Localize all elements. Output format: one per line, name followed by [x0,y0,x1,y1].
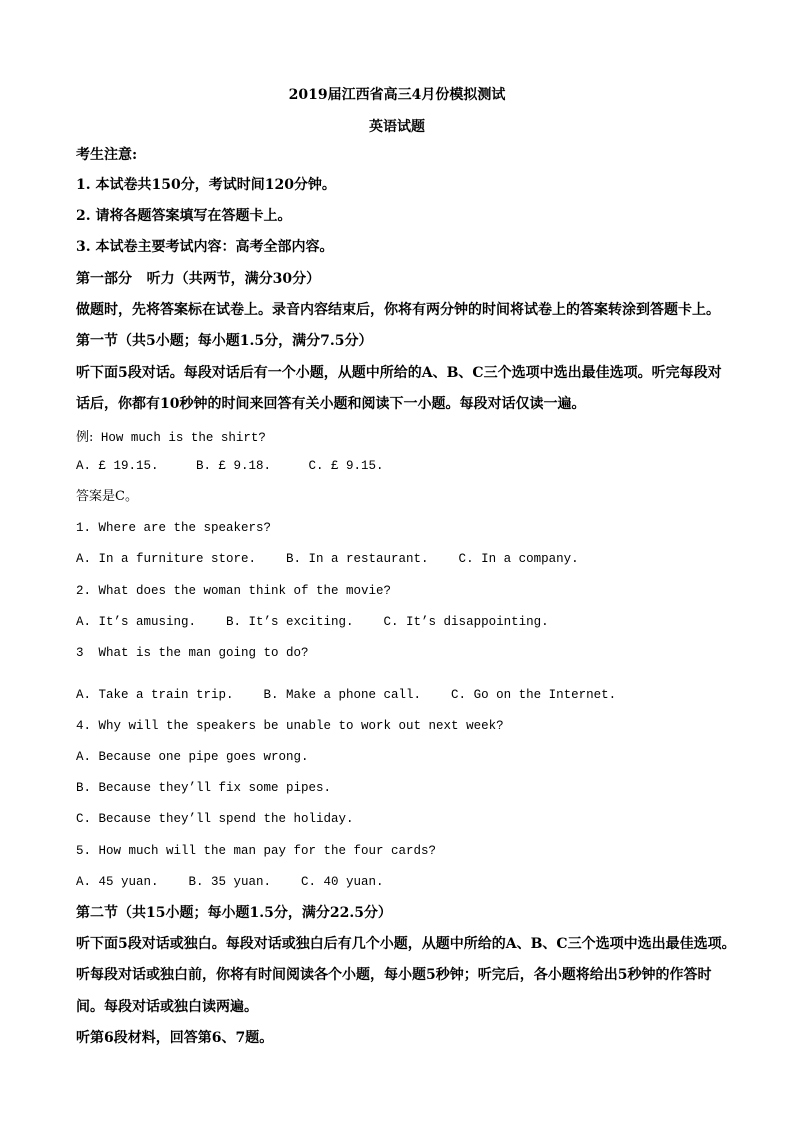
question-4-option-a: A. Because one pipe goes wrong. [76,750,309,764]
example-question-line [76,429,266,445]
section2-instruction-line1: 听下面5段对话或独白。每段对话或独白后有几个小题，从题中所给的A、B、C三个选项中选出最佳选项。 [76,936,736,952]
question-3: 3 What is the man going to do? [76,646,309,660]
exam-title: 2019届江西省高三4月份模拟测试 [288,87,506,103]
section1-instruction-line2: 话后，你都有10秒钟的时间来回答有关小题和阅读下一小题。每段对话仅读一遍。 [76,396,586,412]
section2-heading: 第二节（共15小题；每小题1.5分，满分22.5分） [76,905,392,921]
example-options: A. £ 19.15. B. £ 9.18. C. £ 9.15. [76,459,384,473]
question-5-options: A. 45 yuan. B. 35 yuan. C. 40 yuan. [76,875,384,889]
notice-item-3: 3. 本试卷主要考试内容：高考全部内容。 [76,239,334,255]
question-1: 1. Where are the speakers? [76,521,272,535]
part1-instruction: 做题时，先将答案标在试卷上。录音内容结束后，你将有两分钟的时间将试卷上的答案转涂到答题卡上。 [76,302,720,318]
example-prefix: 例: [76,430,94,445]
section1-instruction-line1: 听下面5段对话。每段对话后有一个小题，从题中所给的A、B、C三个选项中选出最佳选项。听完每段对 [76,365,722,381]
section2-instruction-line2: 听每段对话或独白前，你将有时间阅读各个小题，每小题5秒钟；听完后，各小题将给出5秒钟的作答时 [76,967,712,983]
question-4-option-b: B. Because they’ll fix some pipes. [76,781,332,795]
question-3-options: A. Take a train trip. B. Make a phone call. C. Go on the Internet. [76,688,617,702]
material-note: 听第6段材料，回答第6、7题。 [76,1030,274,1046]
notice-item-1: 1. 本试卷共150分，考试时间120分钟。 [76,177,336,193]
question-4-option-c: C. Because they’ll spend the holiday. [76,812,354,826]
part1-heading: 第一部分 听力（共两节，满分30分） [76,271,321,287]
question-2-options: A. It’s amusing. B. It’s exciting. C. It’s disappointing. [76,615,549,629]
example-answer: 答案是C。 [76,489,138,504]
question-4: 4. Why will the speakers be unable to work out next week? [76,719,504,733]
notice-heading: 考生注意: [76,147,138,163]
section2-instruction-line3: 间。每段对话或独白读两遍。 [76,999,258,1015]
example-question: How much is the shirt? [93,431,266,445]
subject-title: 英语试题 [369,119,425,135]
notice-item-2: 2. 请将各题答案填写在答题卡上。 [76,208,292,224]
question-5: 5. How much will the man pay for the four cards? [76,844,437,858]
question-1-options: A. In a furniture store. B. In a restaurant. C. In a company. [76,552,579,566]
section1-heading: 第一节（共5小题；每小题1.5分，满分7.5分） [76,333,373,349]
question-2: 2. What does the woman think of the movie? [76,584,392,598]
